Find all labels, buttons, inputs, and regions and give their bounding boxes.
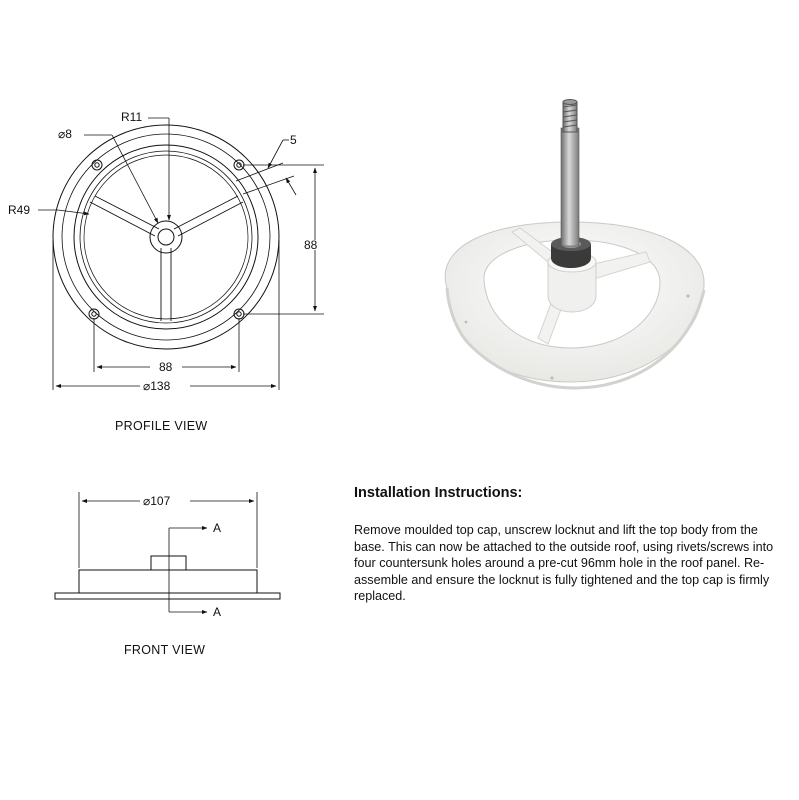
mounting-holes xyxy=(89,160,244,319)
profile-view xyxy=(38,118,324,390)
instructions-body: Remove moulded top cap, unscrew locknut and lift the top body from the base. This can now be attached to the outside roof, using rivets/screws into four countersunk holes around a pre-cut 96mm hole in the roof panel. Re-assemble and ensure the locknut is fully tightened and the top cap is firmly replaced. xyxy=(354,523,774,604)
dim-r49-leader xyxy=(38,210,89,214)
product-illustration xyxy=(445,100,704,389)
front-cap xyxy=(151,556,186,570)
front-view-caption: FRONT VIEW xyxy=(124,643,206,657)
product-stem xyxy=(561,128,579,246)
profile-view-labels xyxy=(8,110,318,433)
front-view xyxy=(55,492,280,612)
dim-r11-leader xyxy=(148,118,169,220)
label-front-diameter: ⌀107 xyxy=(143,494,171,508)
label-horizontal-spacing: 88 xyxy=(159,360,173,374)
front-view-labels xyxy=(124,494,221,657)
hub xyxy=(150,221,182,253)
dim-rim-5 xyxy=(236,140,296,195)
label-outer-diameter: ⌀138 xyxy=(143,379,171,393)
label-rim-thickness: 5 xyxy=(290,133,297,147)
product-stem-thread xyxy=(563,100,577,133)
front-body xyxy=(79,570,257,593)
label-inner-radius: R49 xyxy=(8,203,31,217)
label-vertical-spacing: 88 xyxy=(304,238,318,252)
label-section-a-bottom: A xyxy=(213,605,222,619)
inner-rim xyxy=(74,145,258,329)
front-base-plate xyxy=(55,593,280,599)
label-section-a-top: A xyxy=(213,521,222,535)
spokes xyxy=(90,196,243,321)
label-hole-diameter: ⌀8 xyxy=(58,127,72,141)
label-hub-radius: R11 xyxy=(121,110,143,124)
profile-view-caption: PROFILE VIEW xyxy=(115,419,208,433)
outer-flange xyxy=(53,125,279,349)
installation-instructions xyxy=(354,485,774,605)
instructions-heading: Installation Instructions: xyxy=(354,485,523,501)
